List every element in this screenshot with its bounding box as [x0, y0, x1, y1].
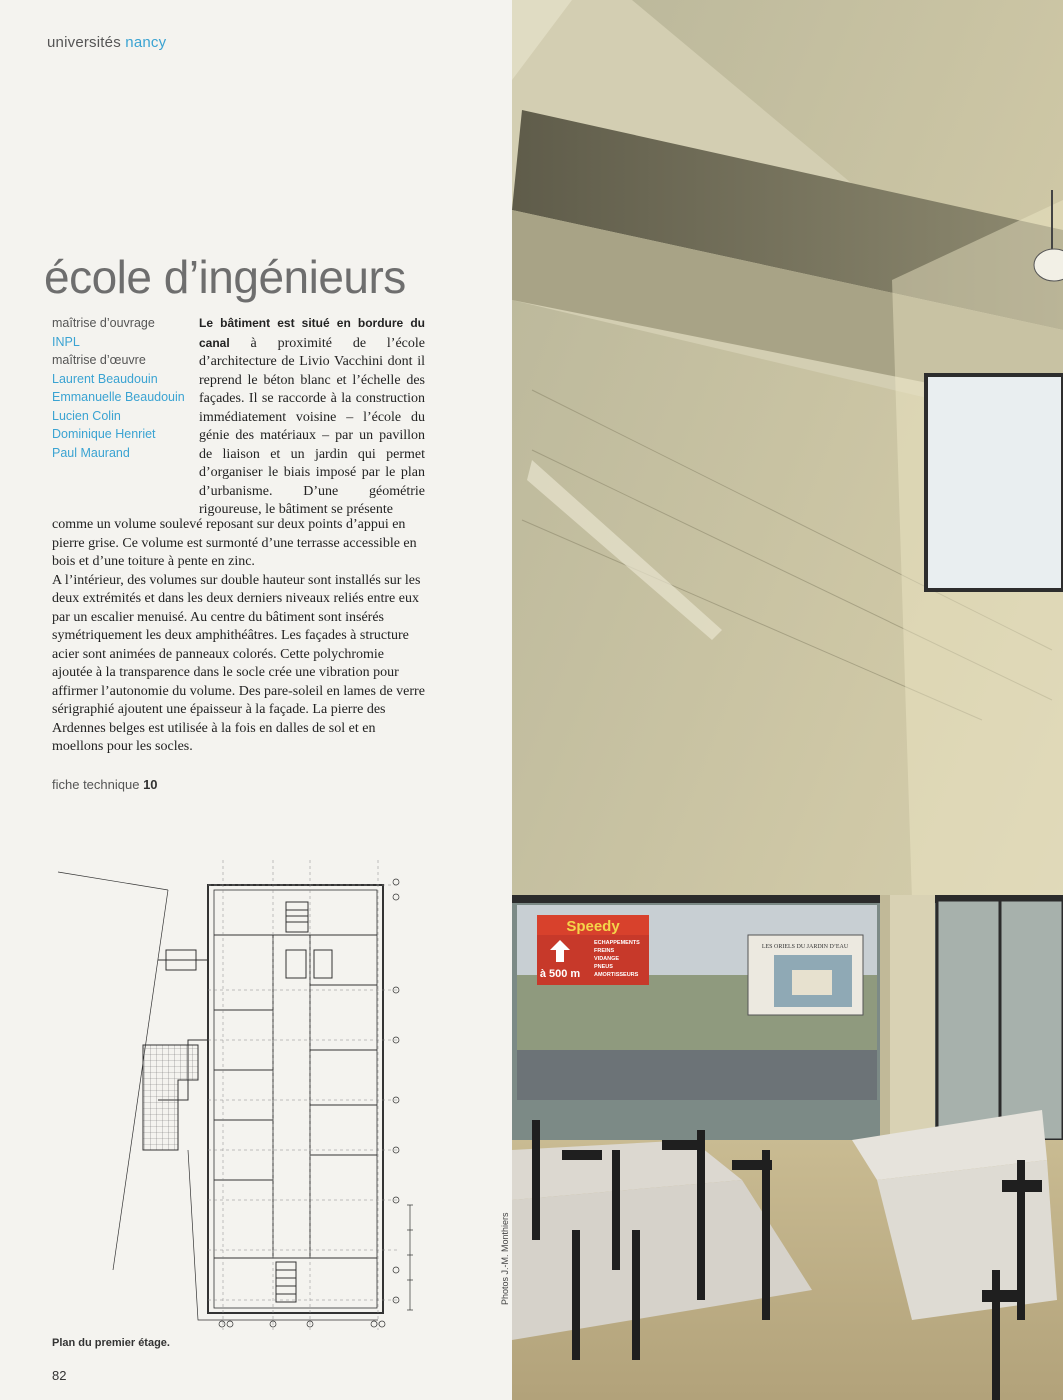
intro-text: à proximité de l’école d’architecture de Livio Vacchini dont il reprend le béton blanc et l’échelle des façades. Il se raccorde à la construction immédiatement voisine – l’école du génie des matériaux – par un pavillon de liaison et un jardin qui permet d’organiser le biais imposé par le plan d’urbanisme. D’une géométrie rigoureuse, le bâtiment se présente — [199, 335, 425, 517]
lead-sentence: Le bâtiment est situé en bordure du canal — [199, 316, 425, 350]
article-title: école d’ingénieurs — [44, 251, 406, 303]
body-paragraph-intro — [199, 314, 425, 520]
page-number: 82 — [52, 1368, 67, 1383]
sign-service: ECHAPPEMENTS — [594, 940, 640, 946]
architects-label: maîtrise d’œuvre — [52, 353, 146, 367]
architect-name: Laurent Beaudouin — [52, 371, 158, 386]
fiche-label: fiche technique — [52, 777, 140, 792]
photo-credit: Photos J.-M. Monthiers — [500, 1212, 510, 1305]
floor-plan-drawing — [48, 850, 418, 1330]
sign-service: PNEUS — [594, 964, 613, 970]
section-header — [47, 34, 166, 51]
sign-brand: Speedy — [566, 918, 620, 935]
sign-service: FREINS — [594, 948, 615, 954]
sign-distance: à 500 m — [539, 968, 581, 980]
body-paragraph-interior: A l’intérieur, des volumes sur double hauteur sont installés sur les deux extrémités et dans les deux derniers niveaux reliés entre eux par un escalier menuisé. Au centre du bâtiment sont insérés symétriquement les deux amphithéâtres. Les façades à structure acier sont animées de panneaux colorés. Cette polychromie ajoutée à la transparence dans le socle crée une vibration pour affirmer l’autonomie du volume. Des pare-soleil en lames de verre sérigraphié ajoutent une épaisseur à la façade. La pierre des Ardennes belges est utilisée à la fois en dalles de sol et en moellons pour les socles. — [52, 572, 425, 754]
owner-name: INPL — [52, 334, 80, 349]
architect-name: Paul Maurand — [52, 445, 130, 460]
body-continuation — [52, 516, 425, 757]
project-credits — [52, 314, 185, 462]
architect-name: Lucien Colin — [52, 408, 121, 423]
architect-name: Dominique Henriet — [52, 427, 156, 441]
technical-sheet-ref — [52, 777, 158, 792]
fiche-number: 10 — [143, 777, 158, 792]
owner-label: maîtrise d’ouvrage — [52, 316, 155, 330]
interior-photo — [512, 0, 1063, 1400]
city-label: nancy — [125, 34, 167, 51]
intro-continuation: comme un volume soulevé reposant sur deux points d’appui en pierre grise. Ce volume est surmonté d’une terrasse accessible en bois et d’une toiture à pente en zinc. — [52, 517, 417, 569]
section-label: universités — [47, 34, 121, 51]
sign-service: AMORTISSEURS — [594, 972, 639, 978]
sign-service: VIDANGE — [594, 956, 620, 962]
architect-name: Emmanuelle Beaudouin — [52, 390, 185, 404]
billboard-text: LES ORIELS DU JARDIN D’EAU — [761, 944, 849, 950]
plan-caption: Plan du premier étage. — [52, 1337, 170, 1349]
